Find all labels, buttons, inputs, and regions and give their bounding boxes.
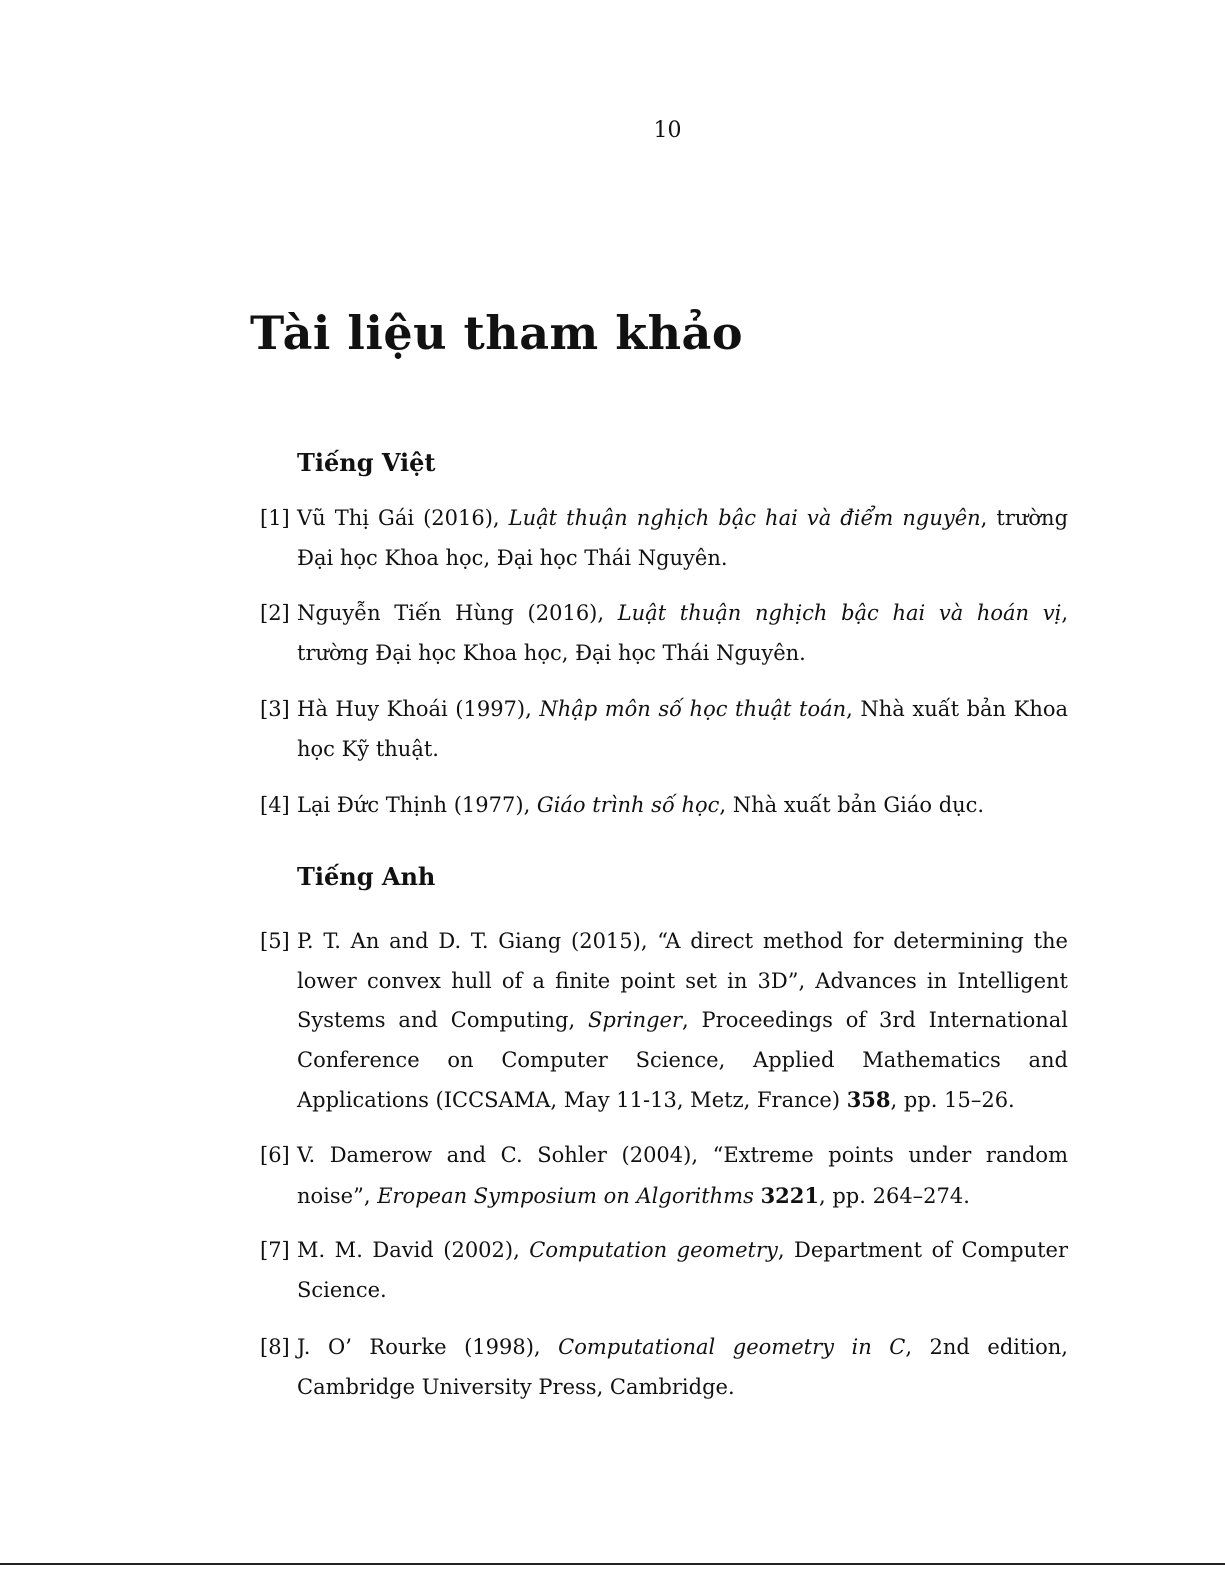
reference-number: [2] — [260, 601, 290, 625]
chapter-title: Tài liệu tham khảo — [250, 306, 744, 360]
reference-number: [4] — [260, 793, 290, 817]
reference-number: [1] — [260, 506, 290, 530]
reference-number: [5] — [260, 929, 290, 953]
reference-text: M. M. David (2002), Computation geometry, Department of Computer Science. — [297, 1238, 1069, 1302]
reference-volume: 3221 — [760, 1182, 820, 1208]
section-heading-english: Tiếng Anh — [297, 862, 436, 891]
reference-text: Lại Đức Thịnh (1977), Giáo trình số học, Nhà xuất bản Giáo dục. — [297, 793, 985, 817]
reference-number: [7] — [260, 1238, 290, 1262]
reference-number: [3] — [260, 697, 290, 721]
reference-title: Nhập môn số học thuật toán — [539, 697, 847, 721]
reference-text: Hà Huy Khoái (1997), Nhập môn số học thuật toán, Nhà xuất bản Khoa học Kỹ thuật. — [297, 697, 1069, 761]
reference-number: [6] — [260, 1143, 290, 1167]
reference-title: Springer — [588, 1008, 683, 1032]
page-number: 10 — [653, 118, 682, 143]
reference-text: Vũ Thị Gái (2016), Luật thuận nghịch bậc hai và điểm nguyên, trường Đại học Khoa học, Đại học Thái Nguyên. — [297, 506, 1069, 570]
reference-item — [260, 922, 1068, 1121]
reference-title: Eropean Symposium on Algorithms — [377, 1183, 754, 1208]
footer-rule — [0, 1563, 1225, 1565]
reference-item — [260, 690, 1068, 769]
reference-volume: 358 — [846, 1087, 891, 1112]
reference-title: Luật thuận nghịch bậc hai và hoán vị — [617, 601, 1062, 625]
reference-text: P. T. An and D. T. Giang (2015), “A direct method for determining the lower convex hull of a finite point set in 3D”, Advances in Intelligent Systems and Computing, Springer, Proceedings of 3rd International Conference on Computer Science, Applied Mathematics and Applications (ICCSAMA, May 11-13, Metz, France) 358, pp. 15–26. — [297, 929, 1068, 1112]
reference-number: [8] — [260, 1335, 290, 1359]
reference-item — [260, 786, 1068, 826]
reference-item — [260, 1136, 1068, 1216]
reference-item — [260, 499, 1068, 578]
reference-title: Computational geometry in C — [558, 1335, 906, 1359]
reference-text: Nguyễn Tiến Hùng (2016), Luật thuận nghịch bậc hai và hoán vị, trường Đại học Khoa học, Đại học Thái Nguyên. — [297, 601, 1068, 665]
reference-text: J. O’ Rourke (1998), Computational geometry in C, 2nd edition, Cambridge University Press, Cambridge. — [297, 1335, 1068, 1399]
reference-title: Giáo trình số học — [536, 793, 720, 817]
reference-title: Luật thuận nghịch bậc hai và điểm nguyên — [508, 506, 981, 530]
reference-title: Computation geometry — [529, 1238, 778, 1262]
reference-item — [260, 594, 1068, 673]
reference-item — [260, 1231, 1068, 1310]
reference-item — [260, 1328, 1068, 1407]
reference-text: V. Damerow and C. Sohler (2004), “Extreme points under random noise”, Eropean Symposium on Algorithms 3221, pp. 264–274. — [297, 1143, 1068, 1208]
section-heading-vietnamese: Tiếng Việt — [297, 448, 436, 477]
